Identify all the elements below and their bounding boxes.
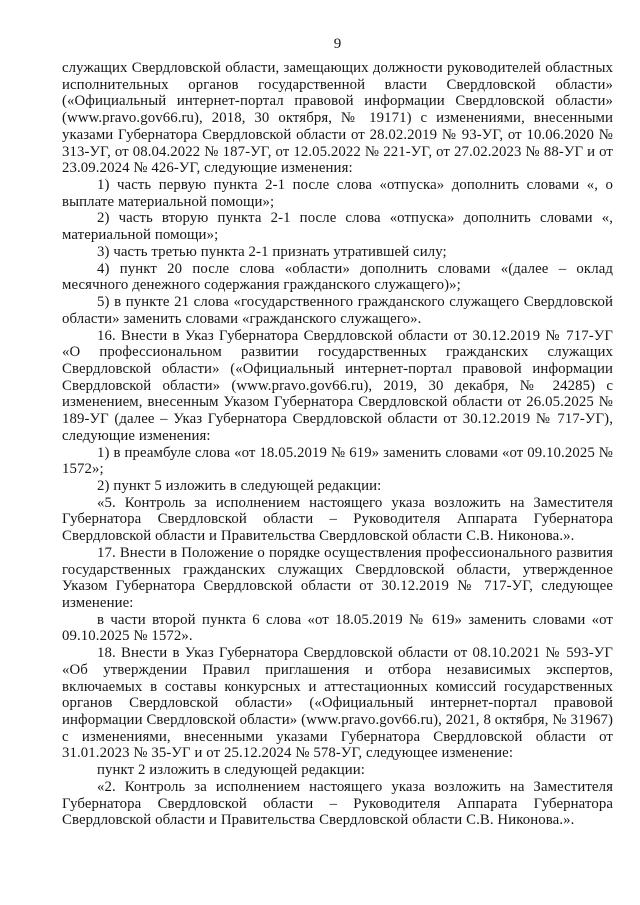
- paragraph: 2) пункт 5 изложить в следующей редакции:: [97, 477, 382, 494]
- page-number: 9: [333, 36, 342, 52]
- paragraph: «5. Контроль за исполнением настоящего указа возложить на Заместителя Губернатора Свердловской области – Руководителя Аппарата Губернатора Свердловской области и Правительства Свердловской области С.В. Никонова.».: [62, 494, 613, 545]
- document-body: [62, 60, 613, 829]
- paragraph: служащих Свердловской области, замещающих должности руководителей областных исполнительных органов государственной власти Свердловской области» («Официальный интернет-портал правовой информации Свердловской области» (www.pravo.gov66.ru), 2018, 30 октября, № 19171) с изменениями, внесенными указами Губернатора Свердловской области от 28.02.2019 № 93-УГ, от 10.06.2020 № 313-УГ, от 08.04.2022 № 187-УГ, от 12.05.2022 № 221-УГ, от 27.02.2023 № 88-УГ и от 23.09.2024 № 426-УГ, следующие изменения:: [62, 60, 613, 177]
- paragraph: 18. Внести в Указ Губернатора Свердловской области от 08.10.2021 № 593-УГ «Об утверждении Правил приглашения и отбора независимых экспертов, включаемых в составы конкурсных и аттестационных комиссий государственных органов Свердловской области» («Официальный интернет-портал правовой информации Свердловской области» (www.pravo.gov66.ru), 2021, 8 октября, № 31967) с изменениями, внесенными указами Губернатора Свердловской области от 31.01.2023 № 35-УГ и от 25.12.2024 № 578-УГ, следующее изменение:: [62, 645, 613, 762]
- paragraph: в части второй пункта 6 слова «от 18.05.2019 № 619» заменить словами «от 09.10.2025 № 1572».: [62, 611, 613, 645]
- paragraph: 1) в преамбуле слова «от 18.05.2019 № 619» заменить словами «от 09.10.2025 № 1572»;: [62, 444, 613, 478]
- paragraph: 1) часть первую пункта 2-1 после слова «отпуска» дополнить словами «, о выплате материальной помощи»;: [62, 177, 613, 210]
- paragraph: «2. Контроль за исполнением настоящего указа возложить на Заместителя Губернатора Свердловской области – Руководителя Аппарата Губернатора Свердловской области и Правительства Свердловской области С.В. Никонова.».: [62, 778, 613, 829]
- paragraph: 16. Внести в Указ Губернатора Свердловской области от 30.12.2019 № 717-УГ «О профессиональном развитии государственных гражданских служащих Свердловской области» («Официальный интернет-портал правовой информации Свердловской области» (www.pravo.gov66.ru), 2019, 30 декабря, № 24285) с изменением, внесенным Указом Губернатора Свердловской области от 26.05.2025 № 189-УГ (далее – Указ Губернатора Свердловской области от 30.12.2019 № 717-УГ), следующие изменения:: [62, 327, 613, 444]
- paragraph: 5) в пункте 21 слова «государственного гражданского служащего Свердловской области» заменить словами «гражданского служащего».: [62, 294, 613, 327]
- paragraph: 2) часть вторую пункта 2-1 после слова «отпуска» дополнить словами «, материальной помощи»;: [62, 210, 613, 244]
- paragraph: 17. Внести в Положение о порядке осуществления профессионального развития государственных гражданских служащих Свердловской области, утвержденное Указом Губернатора Свердловской области от 30.12.2019 № 717-УГ, следующее изменение:: [62, 544, 613, 611]
- paragraph: 3) часть третью пункта 2-1 признать утратившей силу;: [97, 243, 447, 260]
- paragraph: пункт 2 изложить в следующей редакции:: [97, 762, 366, 779]
- paragraph: 4) пункт 20 после слова «области» дополнить словами «(далее – оклад месячного денежного содержания гражданского служащего)»;: [62, 260, 613, 294]
